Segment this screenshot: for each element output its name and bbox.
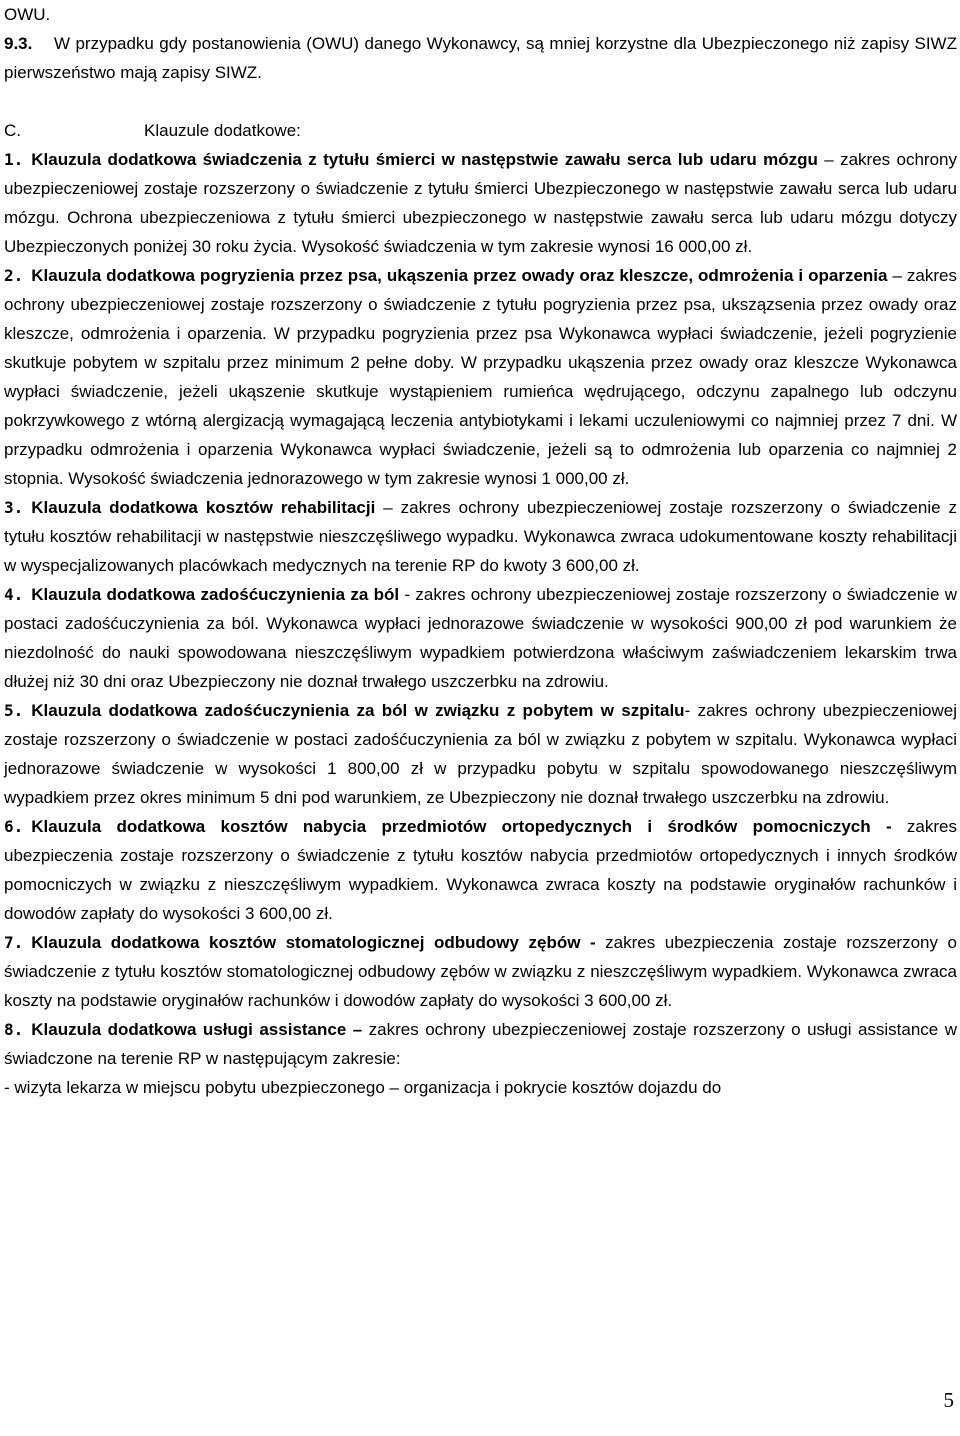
- section-c-heading: [4, 116, 957, 145]
- clause-number: 2.: [4, 266, 24, 285]
- clause-number: 5.: [4, 701, 24, 720]
- list-item-doctor-visit: - wizyta lekarza w miejscu pobytu ubezpieczonego – organizacja i pokrycie kosztów dojazdu do: [4, 1078, 722, 1097]
- clause-title: Klauzula dodatkowa świadczenia z tytułu śmierci w następstwie zawału serca lub udaru mózgu: [31, 150, 818, 169]
- clause-3: [4, 493, 957, 580]
- clause-title: Klauzula dodatkowa kosztów nabycia przedmiotów ortopedycznych i środków pomocniczych -: [31, 817, 892, 836]
- section-title: Klauzule dodatkowe:: [144, 121, 301, 140]
- page-number: 5: [943, 1388, 954, 1412]
- paragraph-number: 9.3.: [4, 34, 33, 53]
- line-owu: OWU.: [4, 5, 51, 24]
- blank-line: [4, 87, 957, 116]
- clause-title: Klauzula dodatkowa pogryzienia przez psa, ukąszenia przez owady oraz kleszcze, odmrożenia i oparzenia: [31, 266, 888, 285]
- clause-6: [4, 812, 957, 928]
- clause-number: 4.: [4, 585, 24, 604]
- clause-7: [4, 928, 957, 1015]
- document-page: [4, 0, 957, 1102]
- clause-title: Klauzula dodatkowa zadośćuczynienia za ból w związku z pobytem w szpitalu: [31, 701, 685, 720]
- clause-5: [4, 696, 957, 812]
- clause-text: - zakres ochrony ubezpieczeniowej zostaje rozszerzony o świadczenie w postaci zadośćuczynienia za ból w związku z pobytem w szpitalu. Wykonawca wypłaci jednorazowe świadczenie w wysokości 1 800,00 zł w przypadku pobytu w szpitalu spowodowanego nieszczęśliwym wypadkiem przez okres minimum 5 dni pod warunkiem, ze Ubezpieczony nie doznał trwałego uszczerbku na zdrowiu.: [4, 701, 957, 807]
- clause-1: [4, 145, 957, 261]
- clause-text: zakres ochrony ubezpieczeniowej zostaje rozszerzony o usługi assistance w świadczone na terenie RP w następującym zakresie:: [4, 1020, 957, 1068]
- clause-title: Klauzula dodatkowa kosztów rehabilitacji: [31, 498, 376, 517]
- clause-title: Klauzula dodatkowa kosztów stomatologicznej odbudowy zębów -: [31, 933, 596, 952]
- clause-number: 3.: [4, 498, 24, 517]
- clause-text: – zakres ochrony ubezpieczeniowej zostaje rozszerzony o świadczenie z tytułu pogryzienia przez psa, ukszązsenia przez owady oraz kleszcze, odmrożenia i oparzenia. W przypadku pogryzienia przez psa Wykonawca wypłaci świadczenie, jeżeli pogryzienie skutkuje pobytem w szpitalu przez minimum 2 pełne doby. W przypadku ukąszenia przez owady oraz kleszcze Wykonawca wypłaci świadczenie, jeżeli ukąszenie skutkuje wystąpieniem rumieńca wędrującego, odczynu zapalnego lub odczynu pokrzywkowego z wtórną alergizacją wymagającą leczenia antybiotykami i lekami uczuleniowymi co najmniej przez 7 dni. W przypadku odmrożenia i oparzenia Wykonawca wypłaci świadczenie, jeżeli są to odmrożenia lub oparzenia co najmniej 2 stopnia. Wysokość świadczenia jednorazowego w tym zakresie wynosi 1 000,00 zł.: [4, 266, 957, 488]
- clause-text: - zakres ochrony ubezpieczeniowej zostaje rozszerzony o świadczenie w postaci zadośćuczynienia za ból. Wykonawca wypłaci jednorazowe świadczenie w wysokości 900,00 zł pod warunkiem że niezdolność do nauki spowodowana nieszczęśliwym wypadkiem potwierdzona właściwym zaświadczeniem lekarskim trwa dłużej niż 30 dni oraz Ubezpieczony nie doznał trwałego uszczerbku na zdrowiu.: [4, 585, 957, 691]
- clause-number: 8.: [4, 1020, 24, 1039]
- clause-4: [4, 580, 957, 696]
- clause-title: Klauzula dodatkowa zadośćuczynienia za ból: [31, 585, 400, 604]
- clause-number: 1.: [4, 150, 24, 169]
- clause-8: [4, 1015, 957, 1073]
- clause-number: 6.: [4, 817, 24, 836]
- clause-number: 7.: [4, 933, 24, 952]
- clause-text: – zakres ochrony ubezpieczeniowej zostaje rozszerzony o świadczenie z tytułu kosztów rehabilitacji w następstwie nieszczęśliwego wypadku. Wykonawca zwraca udokumentowane koszty rehabilitacji w wyspecjalizowanych placówkach medycznych na terenie RP do kwoty 3 600,00 zł.: [4, 498, 957, 575]
- clause-text: – zakres ochrony ubezpieczeniowej zostaje rozszerzony o świadczenie z tytułu śmierci Ubezpieczonego w następstwie zawału serca lub udaru mózgu. Ochrona ubezpieczeniowa z tytułu śmierci ubezpieczonego w następstwie zawału serca lub udaru mózgu dotyczy Ubezpieczonych poniżej 30 roku życia. Wysokość świadczenia w tym zakresie wynosi 16 000,00 zł.: [4, 150, 957, 256]
- clause-text: zakres ubezpieczenia zostaje rozszerzony o świadczenie z tytułu kosztów nabycia przedmiotów ortopedycznych i innych środków pomocniczych w związku z nieszczęśliwym wypadkiem. Wykonawca zwraca koszty na podstawie oryginałów rachunków i dowodów zapłaty do wysokości 3 600,00 zł.: [4, 817, 957, 923]
- paragraph-9-3: [4, 29, 957, 87]
- paragraph-text: W przypadku gdy postanowienia (OWU) danego Wykonawcy, są mniej korzystne dla Ubezpieczonego niż zapisy SIWZ pierwszeństwo mają zapisy SIWZ.: [4, 34, 957, 82]
- clause-title: Klauzula dodatkowa usługi assistance –: [31, 1020, 363, 1039]
- clause-text: zakres ubezpieczenia zostaje rozszerzony o świadczenie z tytułu kosztów stomatologicznej odbudowy zębów w związku z nieszczęśliwym wypadkiem. Wykonawca zwraca koszty na podstawie oryginałów rachunków i dowodów zapłaty do wysokości 3 600,00 zł.: [4, 933, 957, 1010]
- clause-2: [4, 261, 957, 493]
- section-label: C.: [4, 121, 21, 140]
